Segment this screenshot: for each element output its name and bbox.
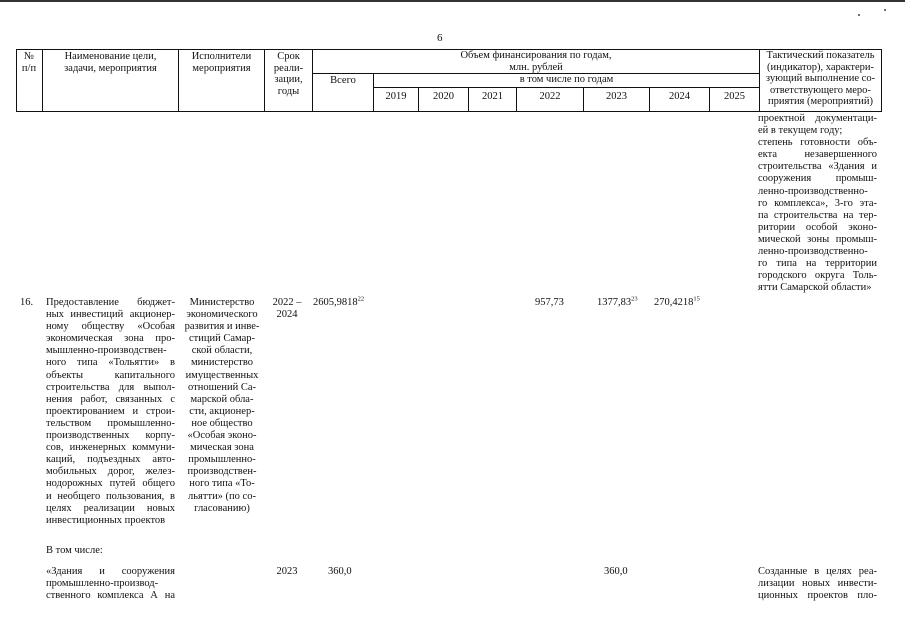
including-label: В том числе: (46, 545, 103, 556)
name-line: экономическая зона про- (46, 333, 175, 345)
name-line: ному обществу «Особая (46, 321, 175, 333)
name-line: и необщего пользования, в (46, 490, 175, 502)
name-line: промышленно-производ- (46, 578, 159, 590)
indicator-continued (758, 113, 877, 294)
name-line: каций, подъездных авто- (46, 454, 175, 466)
scan-edge-line (0, 0, 905, 2)
indicator-line: го типа на территории (758, 258, 877, 270)
indicator-line: ритории особой эконо- (758, 221, 877, 233)
indicator-line: ятти Самарской области» (758, 282, 872, 294)
row16-term: 2022 – 2024 (272, 297, 302, 321)
indicator-line: проектной документаци- (758, 113, 877, 124)
scan-speck (884, 9, 886, 11)
indicator-line: сооружения промыш- (758, 173, 877, 185)
row16-2023-value: 1377,83 (597, 297, 632, 308)
name-line: ственного комплекса А на (46, 590, 175, 602)
name-line: инвестиционных проектов (46, 514, 166, 526)
indicator-line: екта незавершенного (758, 149, 877, 161)
subrow-name (46, 566, 175, 602)
name-line: целях реализации новых (46, 502, 175, 514)
name-line: ных инвестиций акционер- (46, 309, 175, 321)
header-name: Наименование цели, задачи, мероприятия (64, 51, 157, 74)
header-indicator: Тактический показатель (индикатор), характери- зующий выполнение со- ответствующего меро- приятия (мероприятий) (765, 50, 876, 107)
header-year-2024: 2024 (669, 91, 690, 102)
indicator-line: Созданные в целях реа- (758, 566, 877, 577)
scan-speck (858, 14, 860, 16)
header-num: № п/п (21, 51, 37, 74)
row16-number: 16. (20, 297, 34, 308)
row16-total-footnote: 22 (357, 295, 365, 303)
header-year-2025: 2025 (724, 91, 745, 102)
name-line: нодорожных путей общего (46, 478, 175, 490)
row16-2022: 957,73 (535, 297, 564, 308)
header-year-2021: 2021 (482, 91, 503, 102)
subrow-2023: 360,0 (604, 566, 628, 577)
row16-total (313, 297, 364, 309)
name-line: тельством промышленно- (46, 417, 175, 429)
name-line: проектированием и строи- (46, 405, 175, 417)
row16-executors: Министерство экономического развития и инве- стиций Самар- ской области, министерство имущественных отношений Са- марской обла- сти, акционер- ное общество «Особая эконо- мическая зона промышленно- производствен- ного типа «То- льятти» (по со- гласованию) (184, 297, 260, 514)
indicator-line: го комплекса», 3-го эта- (758, 197, 877, 209)
table-header (16, 49, 882, 112)
indicator-line: степень готовности объ- (758, 137, 877, 149)
row16-2023 (597, 297, 638, 309)
name-line: сов, инженерных коммуни- (46, 442, 175, 454)
row16-total-value: 2605,9818 (313, 297, 358, 308)
indicator-line: лизации новых инвести- (758, 578, 877, 590)
name-line: мышленно-производствен- (46, 345, 167, 357)
header-total: Всего (330, 75, 356, 86)
row16-2024 (654, 297, 700, 309)
row16-name (46, 297, 175, 527)
indicator-line: ленно-производственно- (758, 246, 868, 258)
header-year-2023: 2023 (606, 91, 627, 102)
row16-2023-footnote: 23 (631, 295, 638, 303)
subrow-term: 2023 (276, 566, 298, 577)
page-number: 6 (437, 32, 443, 44)
name-line: мобильных дорог, желез- (46, 466, 175, 478)
header-term: Срок реали- зации, годы (273, 51, 304, 97)
header-including-years: в том числе по годам (519, 74, 614, 85)
indicator-line: ленно-производственно- (758, 185, 868, 197)
header-funding: Объем финансирования по годам, млн. рублей (460, 50, 612, 73)
subrow-total: 360,0 (328, 566, 352, 577)
header-year-2020: 2020 (433, 91, 454, 102)
header-executors: Исполнители мероприятия (191, 51, 252, 74)
name-line: нения работ, связанных с (46, 393, 175, 405)
indicator-line: ционных проектов пло- (758, 590, 877, 602)
name-line: Предоставление бюджет- (46, 297, 175, 308)
name-line: «Здания и сооружения (46, 566, 175, 577)
indicator-line: па строительства на тер- (758, 209, 877, 221)
name-line: объекты капитального (46, 369, 175, 381)
row16-2024-value: 270,4218 (654, 297, 694, 308)
indicator-line: строительства «Здания и (758, 161, 877, 173)
indicator-line: мической зоны промыш- (758, 233, 877, 245)
name-line: строительства для выпол- (46, 381, 175, 393)
name-line: производственных корпу- (46, 430, 175, 442)
indicator-line: городского округа Толь- (758, 270, 877, 282)
header-year-2022: 2022 (539, 91, 561, 102)
subrow-indicator (758, 566, 877, 602)
header-year-2019: 2019 (385, 91, 407, 102)
row16-2024-footnote: 15 (693, 295, 700, 303)
name-line: ного типа «Тольятти» в (46, 357, 175, 369)
indicator-line: ей в текущем году; (758, 125, 843, 137)
